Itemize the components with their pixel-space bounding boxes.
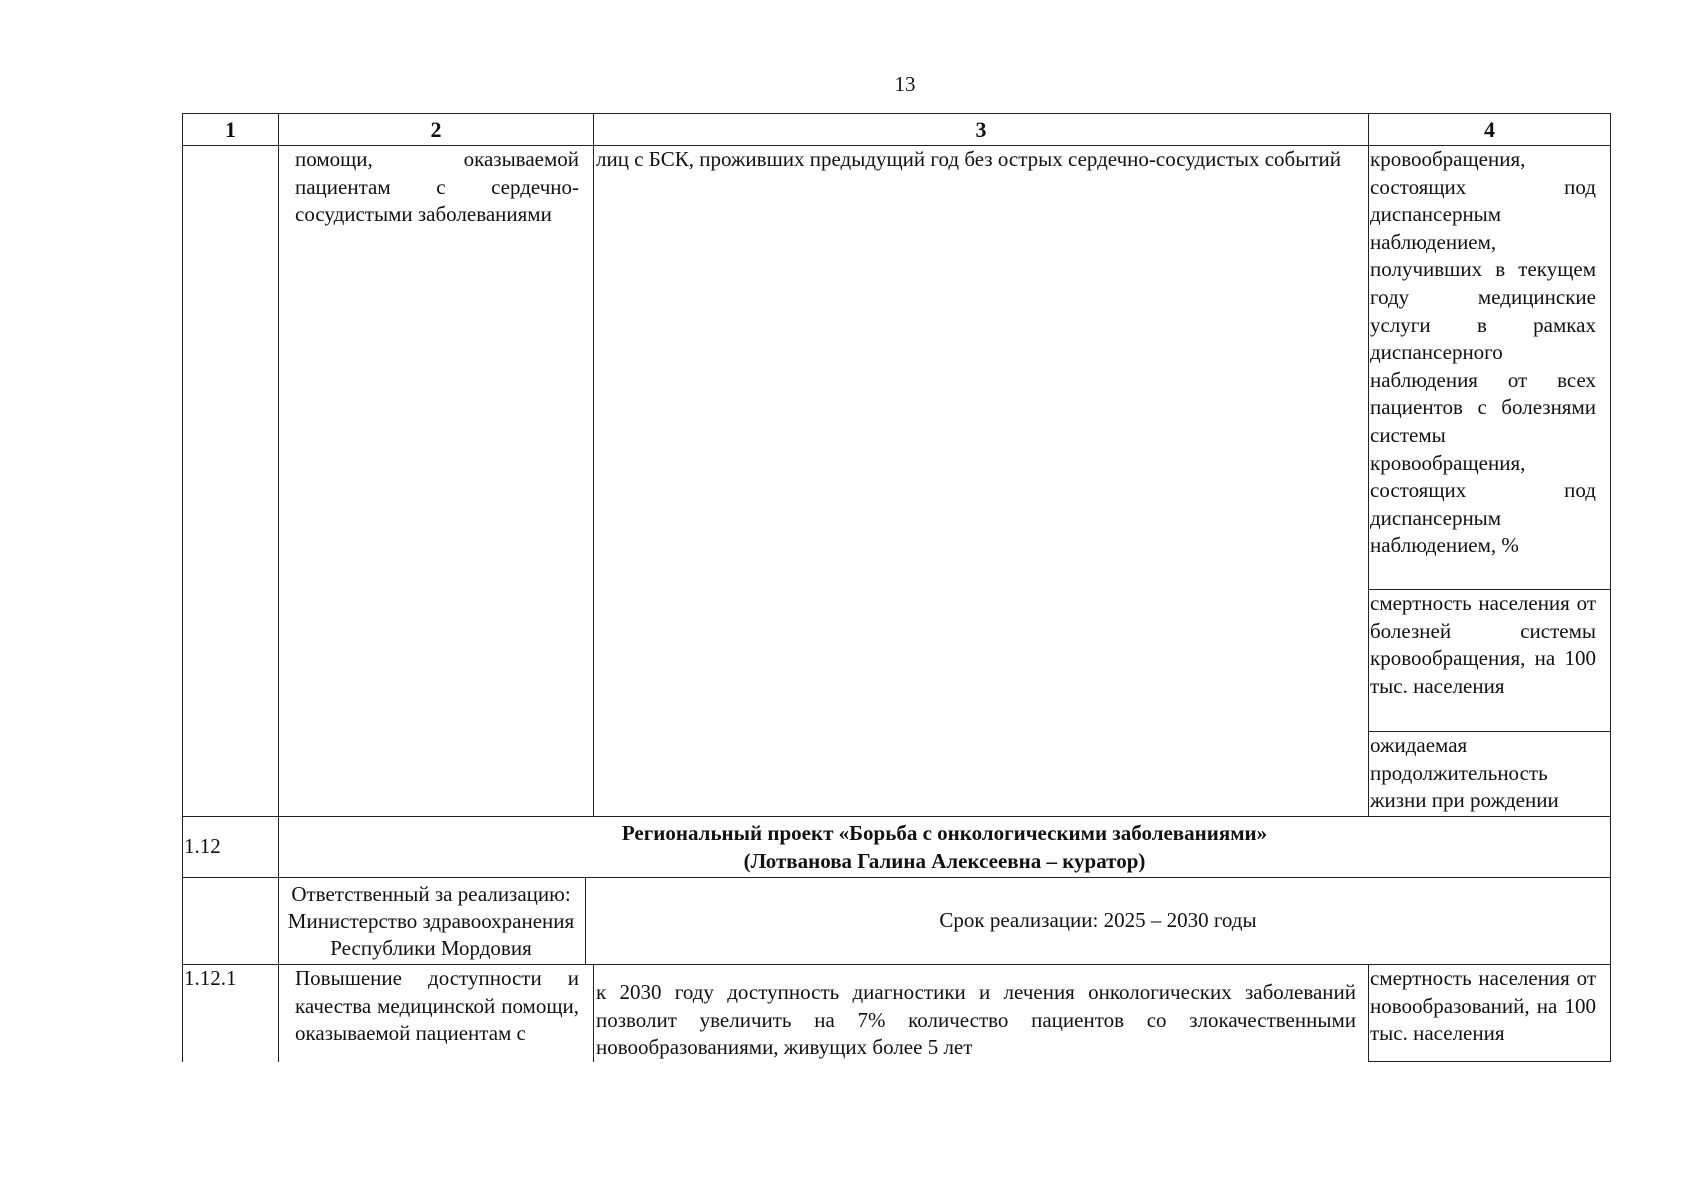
header-col-1: 1 <box>183 114 279 146</box>
project-title-line-1: Региональный проект «Борьба с онкологическими заболеваниями» <box>621 821 1268 845</box>
expected-result-cell: лиц с БСК, проживших предыдущий год без острых сердечно-сосудистых событий <box>594 146 1369 817</box>
table-header-row <box>183 114 1611 146</box>
expected-result-cell: к 2030 году доступность диагностики и лечения онкологических заболеваний позволит увеличить на 7% количество пациентов со злокачественными новообразованиями, живущих более 5 лет <box>594 965 1369 1062</box>
responsible-executor: Ответственный за реализацию: Министерство здравоохранения Республики Мордовия <box>277 878 586 964</box>
indicator-item: ожидаемая продолжительность жизни при рождении <box>1370 733 1559 813</box>
table-row <box>183 965 1611 1062</box>
indicators-cell <box>1369 146 1611 817</box>
header-col-2: 2 <box>279 114 594 146</box>
header-col-4: 4 <box>1369 114 1611 146</box>
page-number: 13 <box>894 72 916 96</box>
row-number-cell <box>183 146 279 817</box>
implementation-term: Срок реализации: 2025 – 2030 годы <box>939 908 1257 933</box>
document-table <box>182 113 1611 1062</box>
project-number: 1.12 <box>183 817 279 878</box>
table-row <box>183 146 1611 817</box>
task-description-cell: помощи, оказываемой пациентам с сердечно-сосудистыми заболеваниями <box>279 146 594 817</box>
indicators-cell: смертность населения от новообразований, на 100 тыс. населения <box>1369 965 1611 1062</box>
empty-cell <box>183 878 279 965</box>
row-number-cell: 1.12.1 <box>183 965 279 1062</box>
indicator-item: кровообращения, состоящих под диспансерным наблюдением, получивших в текущем году медицинские услуги в рамках диспансерного наблюдения от всех пациентов с болезнями системы кровообращения, состоящих под диспансерным наблюдением, % <box>1369 146 1610 590</box>
project-info-row <box>183 878 1611 965</box>
project-info-cell <box>279 878 1611 965</box>
project-title-line-2: (Лотванова Галина Алексеевна – куратор) <box>743 849 1146 873</box>
task-description-cell: Повышение доступности и качества медицинской помощи, оказываемой пациентам с <box>279 965 594 1062</box>
header-col-3: 3 <box>594 114 1369 146</box>
indicator-item: смертность населения от болезней системы кровообращения, на 100 тыс. населения <box>1369 590 1610 732</box>
project-title <box>279 817 1611 878</box>
project-title-row <box>183 817 1611 878</box>
